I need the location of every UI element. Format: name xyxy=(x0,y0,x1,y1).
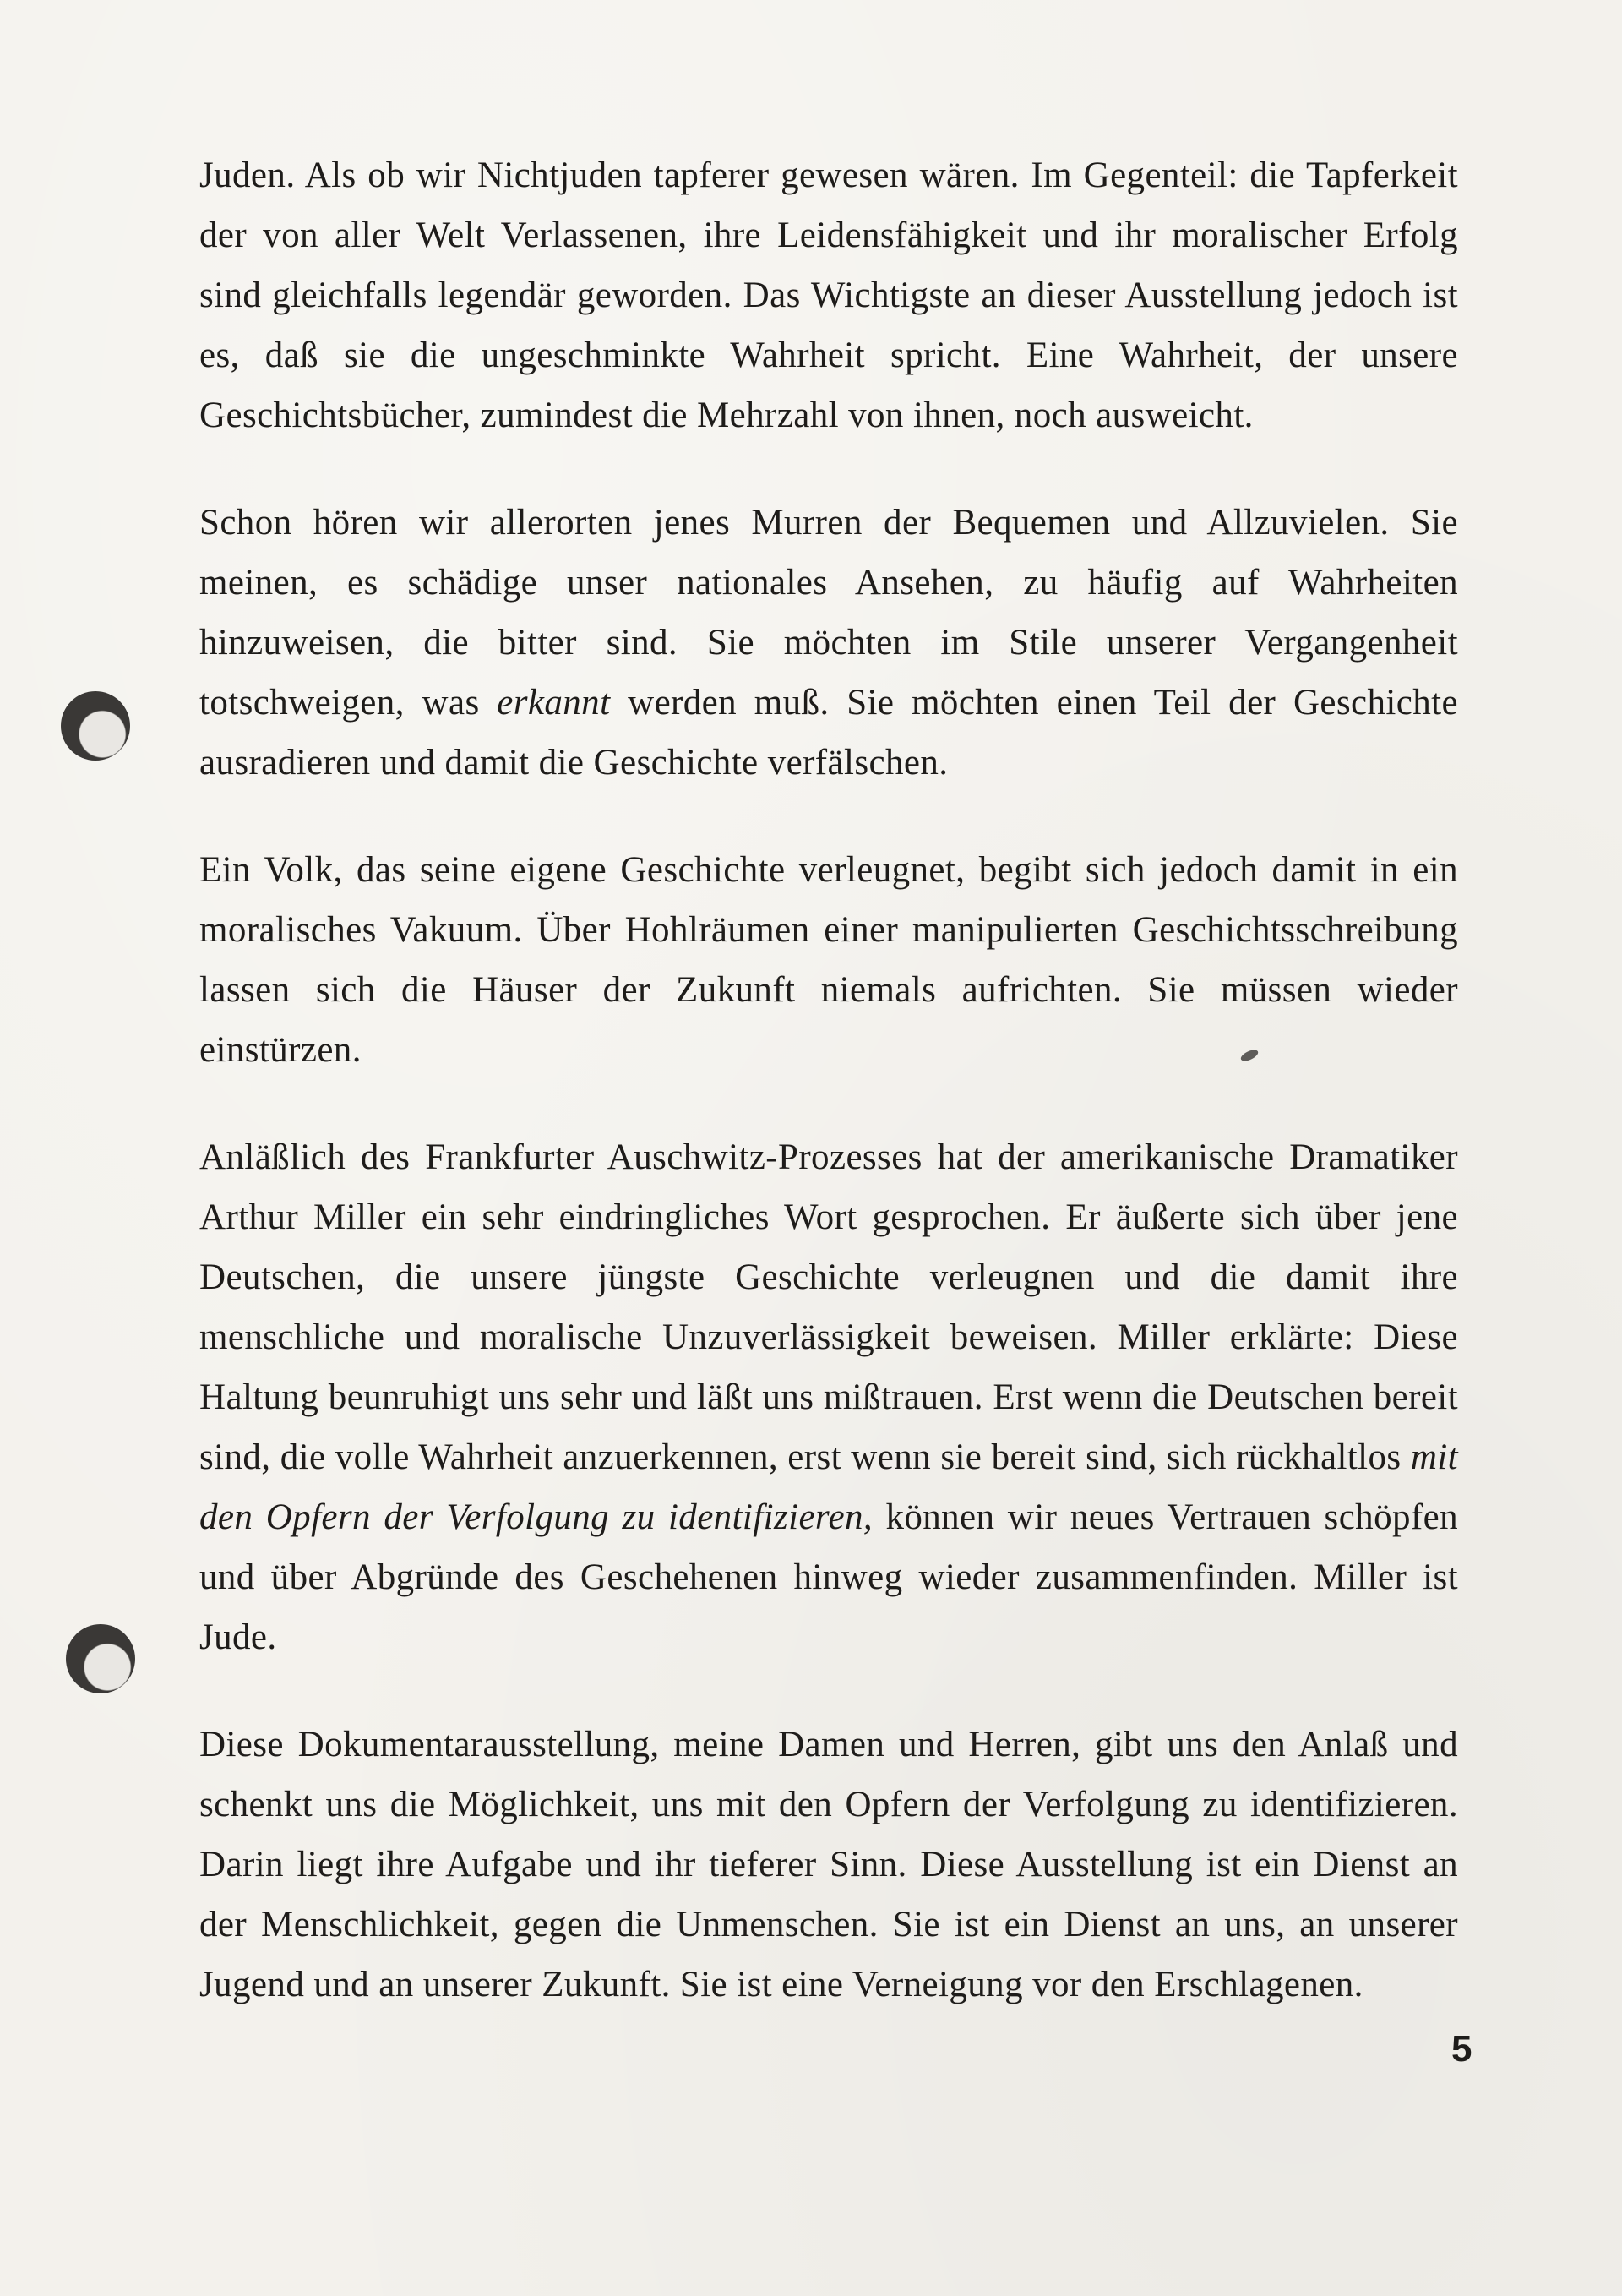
paragraph-2 xyxy=(199,493,1458,793)
italic-emphasis: erkannt xyxy=(497,683,611,723)
paragraph-text: Diese Dokumentarausstellung, meine Damen und Herren, gibt uns den Anlaß und schenkt uns die Möglichkeit, uns mit den Opfern der Verfolgung zu identifizieren. Darin liegt ihre Aufgabe und ihr tieferer Sinn. Diese Ausstellung ist ein Dienst an der Menschlichkeit, gegen die Unmenschen. Sie ist ein Dienst an uns, an unserer Jugend und an unserer Zukunft. Sie ist eine Verneigung vor den Erschlagenen. xyxy=(199,1725,1458,2004)
paragraph-text: können wir neues Vertrauen schöpfen und über Abgründe des Geschehenen hinweg wieder zusammenfinden. Miller ist Jude. xyxy=(199,1497,1458,1657)
punch-hole-mark xyxy=(66,1624,135,1693)
italic-emphasis: mit den Opfern der Verfolgung zu identifizieren, xyxy=(199,1437,1458,1537)
punch-hole-mark xyxy=(61,691,130,761)
paragraph-4 xyxy=(199,1127,1458,1667)
paragraph-text: Juden. Als ob wir Nichtjuden tapferer gewesen wären. Im Gegenteil: die Tapferkeit der von aller Welt Verlassenen, ihre Leidensfähigkeit und ihr moralischer Erfolg sind gleichfalls legendär geworden. Das Wichtigste an dieser Ausstellung jedoch ist es, daß sie die ungeschminkte Wahrheit spricht. Eine Wahrheit, der unsere Geschichtsbücher, zumindest die Mehrzahl von ihnen, noch ausweicht. xyxy=(199,155,1458,435)
paragraph-5 xyxy=(199,1715,1458,2015)
paragraph-text: Ein Volk, das seine eigene Geschichte verleugnet, begibt sich jedoch damit in ein moralisches Vakuum. Über Hohlräumen einer manipulierten Geschichtsschreibung lassen sich die Häuser der Zukunft niemals aufrichten. Sie müssen wieder einstürzen. xyxy=(199,850,1458,1070)
paragraph-3 xyxy=(199,840,1458,1080)
paragraph-1 xyxy=(199,145,1458,445)
body-text xyxy=(199,145,1458,2015)
paragraph-text: Schon hören wir allerorten jenes Murren der Bequemen und Allzuvielen. Sie meinen, es schädige unser nationales Ansehen, zu häufig auf Wahrheiten hinzuweisen, die bitter sind. Sie möchten im Stile unserer Vergangenheit totschweigen, was xyxy=(199,503,1458,723)
page-number: 5 xyxy=(1451,2028,1472,2070)
paragraph-text: Anläßlich des Frankfurter Auschwitz-Prozesses hat der amerikanische Dramatiker Arthur Miller ein sehr eindringliches Wort gesprochen. Er äußerte sich über jene Deutschen, die unsere jüngste Geschichte verleugnen und die damit ihre menschliche und moralische Unzuverlässigkeit beweisen. Miller erklärte: Diese Haltung beunruhigt uns sehr und läßt uns mißtrauen. Erst wenn die Deutschen bereit sind, die volle Wahrheit anzuerkennen, erst wenn sie bereit sind, sich rückhaltlos xyxy=(199,1137,1458,1477)
paragraph-text: werden muß. Sie möchten einen Teil der Geschichte ausradieren und damit die Geschichte verfälschen. xyxy=(199,683,1458,783)
